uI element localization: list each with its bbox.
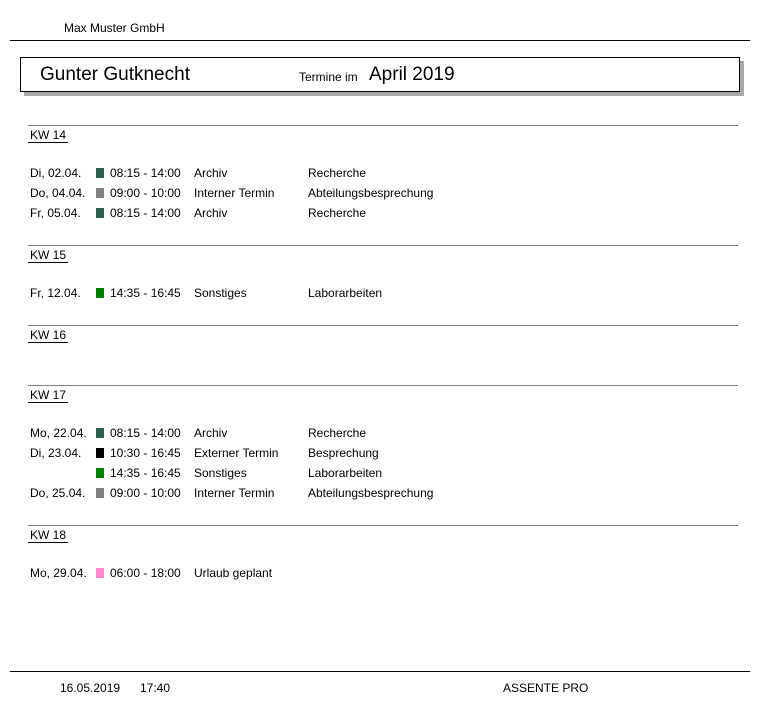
week-divider [28,325,738,326]
appointment-day: Mo, 22.04. [30,426,87,440]
appointment-row [28,163,738,183]
category-color-square [96,428,104,438]
appointment-description: Recherche [308,206,367,220]
appointment-description: Recherche [308,426,367,440]
footer-app-name: ASSENTE PRO [503,681,589,695]
category-color-square [96,168,104,178]
appointment-description: Laborarbeiten [308,466,383,480]
week-divider [28,125,738,126]
header-rule [10,40,750,41]
appointment-category: Archiv [194,166,228,180]
appointment-row [28,283,738,303]
appointment-day: Fr, 12.04. [30,286,81,300]
appointment-description: Besprechung [308,446,379,460]
week-label: KW 14 [30,128,67,142]
appointment-time: 06:00 - 18:00 [110,566,181,580]
category-color-square [96,288,104,298]
week-label: KW 18 [30,528,67,542]
category-color-square [96,468,104,478]
appointment-day: Fr, 05.04. [30,206,81,220]
appointment-row [28,183,738,203]
appointment-time: 08:15 - 14:00 [110,166,181,180]
footer-date: 16.05.2019 [60,681,121,695]
appointment-description: Abteilungsbesprechung [308,186,434,200]
appointment-row [28,443,738,463]
title-box [20,57,740,92]
appointment-description: Abteilungsbesprechung [308,486,434,500]
title-month: April 2019 [369,64,455,85]
title-label: Termine im [299,70,358,84]
appointment-time: 14:35 - 16:45 [110,286,181,300]
appointment-time: 10:30 - 16:45 [110,446,181,460]
appointment-day: Di, 23.04. [30,446,82,460]
appointment-day: Do, 04.04. [30,186,86,200]
week-divider [28,245,738,246]
company-name: Max Muster GmbH [64,21,165,35]
week-label: KW 15 [30,248,67,262]
appointment-category: Sonstiges [194,286,247,300]
appointment-row [28,203,738,223]
footer-rule [10,671,750,672]
appointment-day: Mo, 29.04. [30,566,87,580]
appointment-category: Archiv [194,206,228,220]
appointment-category: Urlaub geplant [194,566,273,580]
footer-time: 17:40 [140,681,171,695]
week-divider [28,525,738,526]
appointment-category: Archiv [194,426,228,440]
appointment-time: 08:15 - 14:00 [110,206,181,220]
appointment-time: 14:35 - 16:45 [110,466,181,480]
appointment-day: Di, 02.04. [30,166,82,180]
week-label: KW 16 [30,328,67,342]
appointment-description: Recherche [308,166,367,180]
appointment-category: Interner Termin [194,186,275,200]
appointment-description: Laborarbeiten [308,286,383,300]
appointment-row [28,563,738,583]
appointment-category: Externer Termin [194,446,279,460]
category-color-square [96,448,104,458]
appointment-category: Interner Termin [194,486,275,500]
week-label: KW 17 [30,388,67,402]
appointment-row [28,483,738,503]
category-color-square [96,188,104,198]
category-color-square [96,488,104,498]
week-divider [28,385,738,386]
category-color-square [96,568,104,578]
appointment-time: 08:15 - 14:00 [110,426,181,440]
category-color-square [96,208,104,218]
person-name: Gunter Gutknecht [40,64,190,85]
appointment-category: Sonstiges [194,466,247,480]
appointment-time: 09:00 - 10:00 [110,186,181,200]
appointment-row [28,463,738,483]
appointment-time: 09:00 - 10:00 [110,486,181,500]
appointment-day: Do, 25.04. [30,486,86,500]
appointment-row [28,423,738,443]
